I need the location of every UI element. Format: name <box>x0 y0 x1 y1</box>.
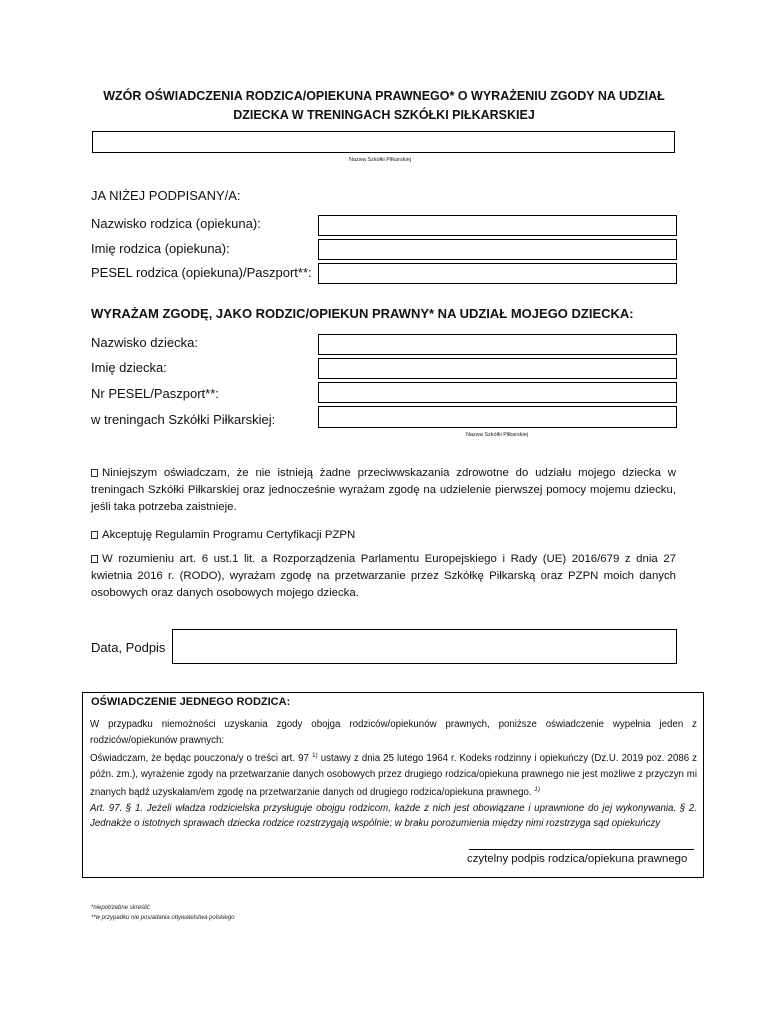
statement-part-2: ustawy z dnia 25 lutego 1964 r. Kodeks rodzinny i opiekuńczy (Dz.U. 2019 poz. 2086 z późn. zm.), wyrażenie zgody na przetwarzanie danych osobowych przez drugiego rodzica/opiekuna prawnego nie jest możliwe z przyczyn mi znanych bądź uzyskałam/em zgodę na przetwarzanie danych od drugiego rodzica/opiekuna prawnego. <box>90 753 697 799</box>
trainings-school-field[interactable] <box>318 406 677 428</box>
footnote-ref-1: 1) <box>311 752 318 759</box>
document-title <box>90 87 678 125</box>
parent-surname-label: Nazwisko rodzica (opiekuna): <box>91 216 261 231</box>
single-parent-heading: OŚWIADCZENIE JEDNEGO RODZICA: <box>91 696 291 708</box>
health-consent-checkbox[interactable] <box>91 469 98 477</box>
health-consent <box>91 465 676 516</box>
child-firstname-field[interactable] <box>318 358 677 379</box>
regulations-consent-checkbox[interactable] <box>91 531 98 539</box>
footnote-1: *niepotrzebne skreślić <box>91 905 150 911</box>
child-heading: WYRAŻAM ZGODĘ, JAKO RODZIC/OPIEKUN PRAWNY* NA UDZIAŁ MOJEGO DZIECKA: <box>91 306 634 321</box>
title-line-1: WZÓR OŚWIADCZENIA RODZICA/OPIEKUNA PRAWNEGO* O WYRAŻENIU ZGODY NA UDZIAŁ <box>103 89 665 103</box>
article-text: Art. 97. § 1. Jeżeli władza rodzicielska przysługuje obojgu rodzicom, każde z nich jest obowiązane i uprawnione do jej wykonywania. § 2. Jednakże o istotnych sprawach dziecka rodzice rozstrzygają wspólnie; w braku porozumienia między nimi rozstrzyga sąd opiekuńczy <box>90 802 697 830</box>
rodo-consent-text: W rozumieniu art. 6 ust.1 lit. a Rozporządzenia Parlamentu Europejskiego i Rady (UE) 2016/679 z dnia 27 kwietnia 2016 r. (RODO), wyrażam zgodę na przetwarzanie przez Szkółkę Piłkarską oraz PZPN moich danych osobowych oraz danych osobowych mojego dziecka. <box>91 553 676 599</box>
health-consent-text: Niniejszym oświadczam, że nie istnieją żadne przeciwwskazania zdrowotne do udziału mojego dziecka w treningach Szkółki Piłkarskiej oraz jednocześnie wyrażam zgodę na udzielenie pierwszej pomocy mojemu dziecku, jeśli taka potrzeba zaistnieje. <box>91 467 676 513</box>
single-parent-panel <box>82 692 704 878</box>
single-parent-intro: W przypadku niemożności uzyskania zgody obojga rodziców/opiekunów prawnych, poniższe oświadczenie wypełnia jeden z rodziców/opiekunów prawnych: <box>90 719 697 746</box>
parent-pesel-field[interactable] <box>318 263 677 284</box>
footnote-2: **w przypadku nie posiadania obywatelstwa polskiego <box>91 915 235 921</box>
date-signature-label: Data, Podpis <box>91 640 166 655</box>
rodo-consent-checkbox[interactable] <box>91 555 98 563</box>
child-firstname-label: Imię dziecka: <box>91 360 167 375</box>
signature-caption: czytelny podpis rodzica/opiekuna prawnego <box>467 853 688 865</box>
regulations-consent <box>91 527 676 544</box>
parent-pesel-label: PESEL rodzica (opiekuna)/Paszport**: <box>91 265 312 280</box>
footnote-ref-2: 1) <box>534 786 541 794</box>
school-name-caption: Nazwa Szkółki Piłkarskiej <box>349 157 412 163</box>
child-surname-field[interactable] <box>318 334 677 355</box>
child-surname-label: Nazwisko dziecka: <box>91 335 198 350</box>
date-signature-field[interactable] <box>172 629 677 664</box>
child-pesel-label: Nr PESEL/Paszport**: <box>91 386 219 401</box>
parent-heading: JA NIŻEJ PODPISANY/A: <box>91 188 241 203</box>
school-name-field[interactable] <box>92 131 675 153</box>
parent-firstname-label: Imię rodzica (opiekuna): <box>91 241 230 256</box>
trainings-school-caption: Nazwa Szkółki Piłkarskiej <box>466 432 529 438</box>
single-parent-statement <box>90 748 697 801</box>
regulations-consent-text: Akceptuję Regulamin Programu Certyfikacji PZPN <box>102 529 356 541</box>
single-parent-text <box>90 717 697 832</box>
parent-surname-field[interactable] <box>318 215 677 236</box>
statement-part-1: Oświadczam, że będąc pouczona/y o treści art. 97 <box>90 753 309 765</box>
trainings-label: w treningach Szkółki Piłkarskiej: <box>91 412 276 427</box>
parent-firstname-field[interactable] <box>318 239 677 260</box>
child-pesel-field[interactable] <box>318 382 677 403</box>
signature-line[interactable] <box>469 849 694 850</box>
rodo-consent <box>91 551 676 602</box>
title-line-2: DZIECKA W TRENINGACH SZKÓŁKI PIŁKARSKIEJ <box>233 108 535 122</box>
